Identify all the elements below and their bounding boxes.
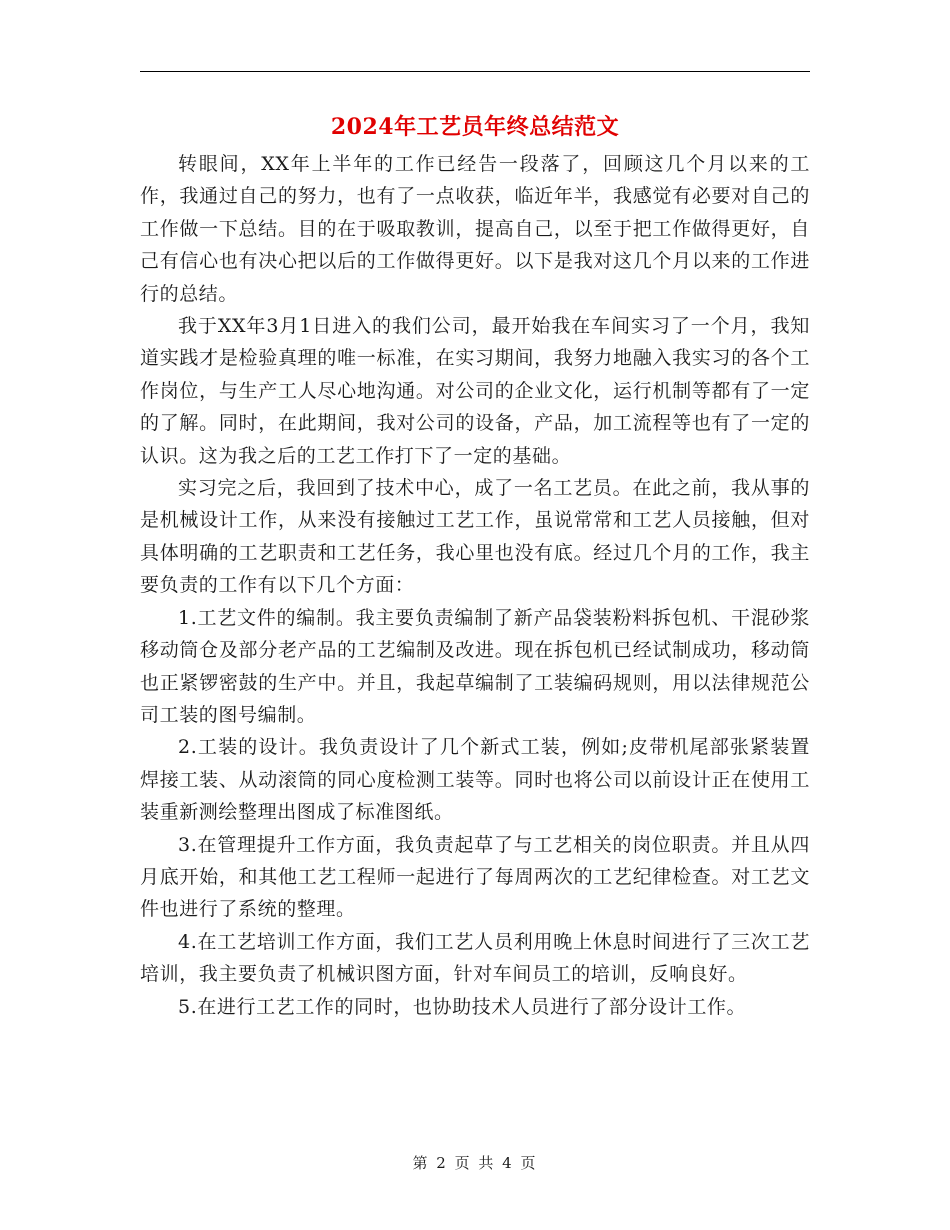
paragraph-intro: 转眼间，XX年上半年的工作已经告一段落了，回顾这几个月以来的工作，我通过自己的努力，也有了一点收获，临近年半，我感觉有必要对自己的工作做一下总结。目的在于吸取教训，提高自己，以至于把工作做得更好，自己有信心也有决心把以后的工作做得更好。以下是我对这几个月以来的工作进行的总结。 — [140, 153, 810, 305]
paragraph-item-3: 3.在管理提升工作方面，我负责起草了与工艺相关的岗位职责。并且从四月底开始，和其他工艺工程师一起进行了每周两次的工艺纪律检查。对工艺文件也进行了系统的整理。 — [140, 833, 810, 921]
paragraph-item-2: 2.工装的设计。我负责设计了几个新式工装，例如;皮带机尾部张紧装置焊接工装、从动滚筒的同心度检测工装等。同时也将公司以前设计正在使用工装重新测绘整理出图成了标准图纸。 — [140, 736, 810, 824]
paragraph-item-1: 1.工艺文件的编制。我主要负责编制了新产品袋装粉料拆包机、干混砂浆移动筒仓及部分老产品的工艺编制及改进。现在拆包机已经试制成功，移动筒也正紧锣密鼓的生产中。并且，我起草编制了工装编码规则，用以法律规范公司工装的图号编制。 — [140, 606, 810, 726]
paragraph-item-4: 4.在工艺培训工作方面，我们工艺人员利用晚上休息时间进行了三次工艺培训，我主要负责了机械识图方面，针对车间员工的培训，反响良好。 — [140, 930, 810, 986]
document-body — [140, 148, 810, 1023]
document-title: 2024年工艺员年终总结范文 — [330, 114, 620, 140]
paragraph-internship: 我于XX年3月1日进入的我们公司，最开始我在车间实习了一个月，我知道实践才是检验真理的唯一标准，在实习期间，我努力地融入我实习的各个工作岗位，与生产工人尽心地沟通。对公司的企业文化，运行机制等都有了一定的了解。同时，在此期间，我对公司的设备，产品，加工流程等也有了一定的认识。这为我之后的工艺工作打下了一定的基础。 — [140, 315, 810, 467]
paragraph-role: 实习完之后，我回到了技术中心，成了一名工艺员。在此之前，我从事的是机械设计工作，从来没有接触过工艺工作，虽说常常和工艺人员接触，但对具体明确的工艺职责和工艺任务，我心里也没有底。经过几个月的工作，我主要负责的工作有以下几个方面： — [140, 477, 810, 597]
paragraph-item-5: 5.在进行工艺工作的同时，也协助技术人员进行了部分设计工作。 — [178, 995, 747, 1018]
header-rule — [140, 71, 810, 72]
page-number-footer: 第 2 页 共 4 页 — [412, 1154, 538, 1172]
